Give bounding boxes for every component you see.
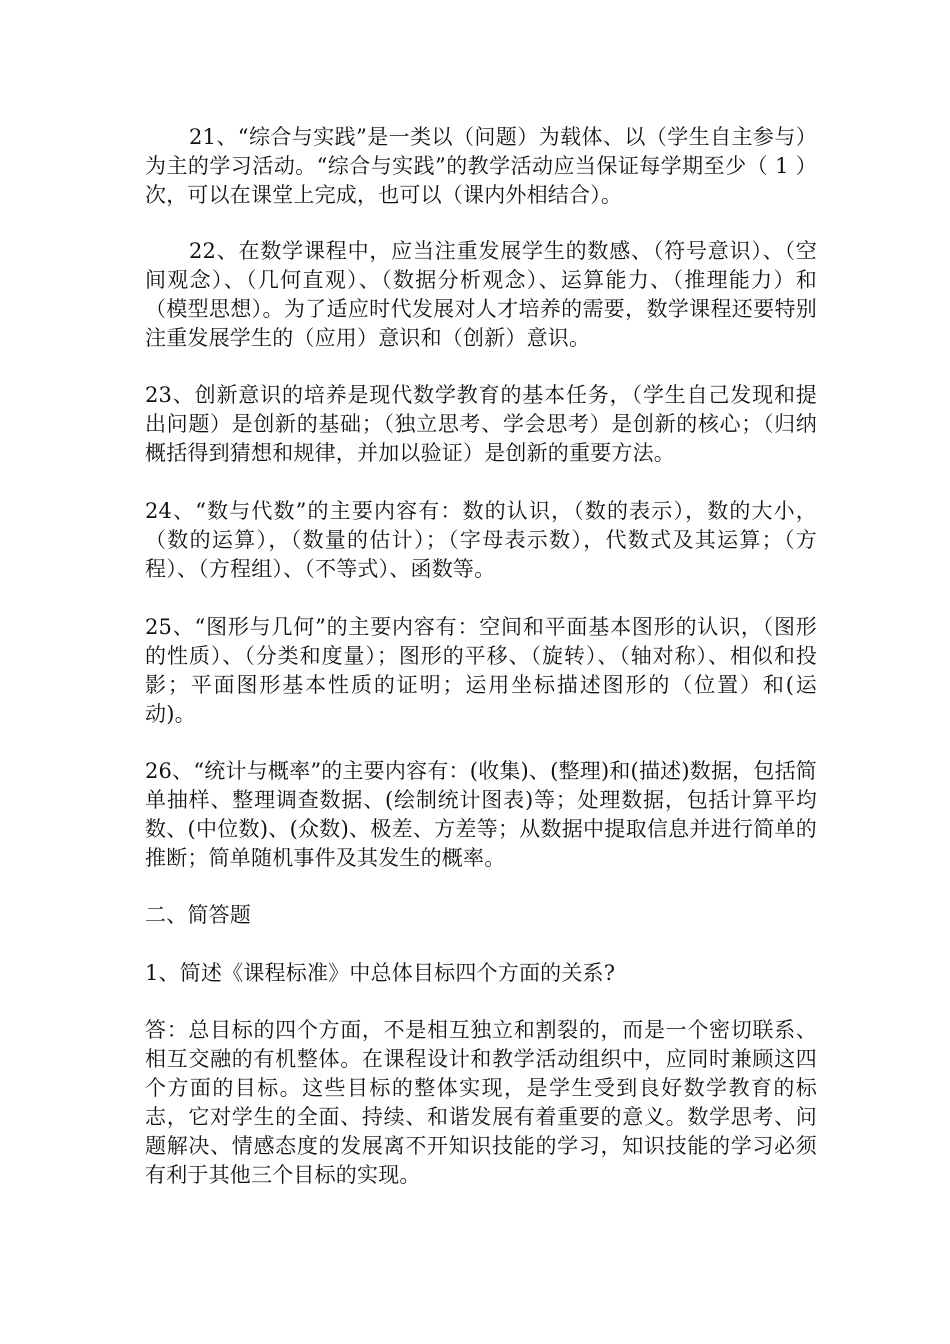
short-answer-answer-1: 答：总目标的四个方面，不是相互独立和割裂的，而是一个密切联系、相互交融的有机整体。在课程设计和教学活动组织中，应同时兼顾这四个方面的目标。这些目标的整体实现，是学生受到良好数学教育的标志，它对学生的全面、持续、和谐发展有着重要的意义。数学思考、问题解决、情感态度的发展离不开知识技能的学习，知识技能的学习必须有利于其他三个目标的实现。 [145,1018,817,1187]
paragraph-question-26: 26、“统计与概率”的主要内容有：(收集)、(整理)和(描述)数据，包括简单抽样、整理调查数据、(绘制统计图表)等；处理数据，包括计算平均数、(中位数)、(众数)、极差、方差等；从数据中提取信息并进行简单的推断；简单随机事件及其发生的概率。 [145,759,817,870]
paragraph-question-25: 25、“图形与几何”的主要内容有：空间和平面基本图形的认识，（图形的性质）、（分类和度量）；图形的平移、（旋转）、（轴对称）、相似和投影；平面图形基本性质的证明；运用坐标描述图形的（位置）和(运动)。 [145,615,817,726]
short-answer-question-1: 1、简述《课程标准》中总体目标四个方面的关系? [145,961,616,985]
section-heading-short-answer: 二、简答题 [145,903,251,927]
paragraph-question-21: 21、“综合与实践”是一类以（问题）为载体、以（学生自主参与）为主的学习活动。“综合与实践”的教学活动应当保证每学期至少（ 1 ）次，可以在课堂上完成，也可以（课内外相结合）。 [145,125,817,207]
paragraph-question-22: 22、在数学课程中，应当注重发展学生的数感、（符号意识）、（空间观念）、（几何直观）、（数据分析观念）、运算能力、（推理能力）和（模型思想）。为了适应时代发展对人才培养的需要，数学课程还要特别注重发展学生的（应用）意识和（创新）意识。 [145,239,817,350]
paragraph-question-23: 23、创新意识的培养是现代数学教育的基本任务，（学生自己发现和提出问题）是创新的基础；（独立思考、学会思考）是创新的核心；（归纳概括得到猜想和规律，并加以验证）是创新的重要方法。 [145,383,817,465]
paragraph-question-24: 24、“数与代数”的主要内容有：数的认识，（数的表示），数的大小，（数的运算），（数量的估计）；（字母表示数），代数式及其运算；（方程）、（方程组）、（不等式）、函数等。 [145,499,817,581]
